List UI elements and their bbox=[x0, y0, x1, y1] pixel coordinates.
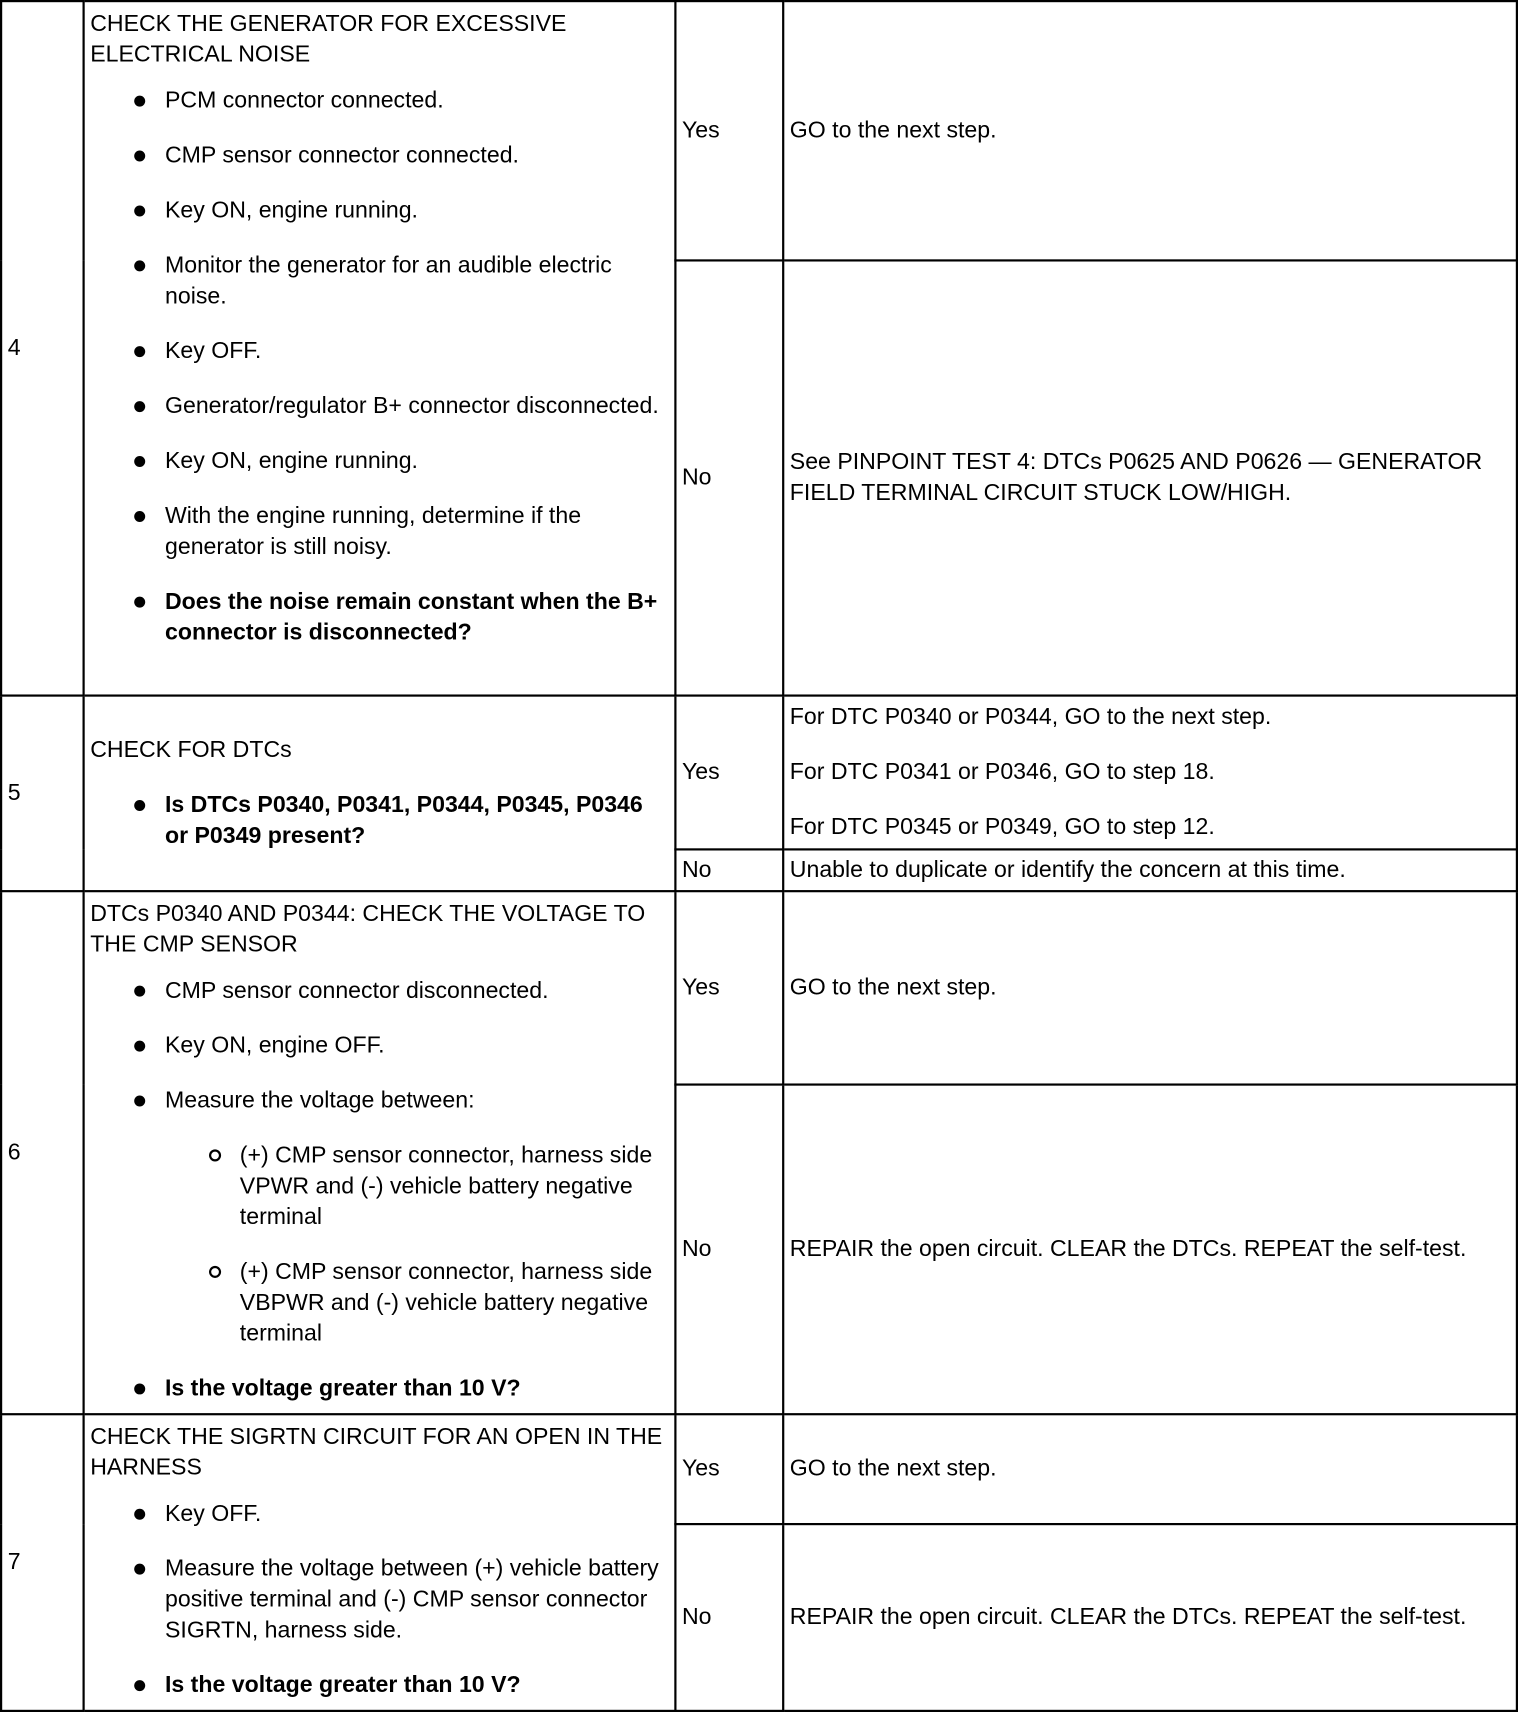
no-label: No bbox=[675, 260, 783, 695]
step-title: DTCs P0340 AND P0344: CHECK THE VOLTAGE TO THE CMP SENSOR bbox=[90, 901, 646, 958]
question-item: Is DTCs P0340, P0341, P0344, P0345, P0346 or P0349 present? bbox=[134, 790, 669, 852]
bullet-item: With the engine running, determine if the generator is still noisy. bbox=[134, 501, 669, 563]
step-number: 7 bbox=[1, 1414, 84, 1711]
bullet-item: Key OFF. bbox=[134, 336, 669, 367]
bullet-item: PCM connector connected. bbox=[134, 86, 669, 117]
step-6-yes-row bbox=[1, 891, 1517, 1084]
step-4-yes-row bbox=[1, 1, 1517, 260]
bullet-item: Key ON, engine running. bbox=[134, 196, 669, 227]
step-4-condition bbox=[84, 1, 676, 695]
bullet-item-with-subitems bbox=[134, 1086, 669, 1350]
bullet-item: Generator/regulator B+ connector disconnected. bbox=[134, 391, 669, 422]
step-4-bullet-list bbox=[90, 86, 669, 649]
sub-bullet-item: (+) CMP sensor connector, harness side VBPWR and (-) vehicle battery negative terminal bbox=[209, 1257, 669, 1349]
yes-label: Yes bbox=[675, 891, 783, 1084]
yes-actions bbox=[783, 696, 1517, 850]
sub-bullet-list bbox=[165, 1141, 669, 1350]
question-item: Is the voltage greater than 10 V? bbox=[134, 1374, 669, 1405]
step-7-yes-row bbox=[1, 1414, 1517, 1524]
step-5-yes-row bbox=[1, 696, 1517, 850]
bullet-item: CMP sensor connector connected. bbox=[134, 141, 669, 172]
bullet-item: Measure the voltage between (+) vehicle battery positive terminal and (-) CMP sensor connector SIGRTN, harness side. bbox=[134, 1554, 669, 1646]
step-number: 5 bbox=[1, 696, 84, 892]
step-title: CHECK THE GENERATOR FOR EXCESSIVE ELECTRICAL NOISE bbox=[90, 10, 567, 68]
yes-label: Yes bbox=[675, 1414, 783, 1524]
no-label: No bbox=[675, 1524, 783, 1711]
step-5-condition bbox=[84, 696, 676, 892]
step-7-bullet-list bbox=[90, 1499, 669, 1701]
step-title: CHECK THE SIGRTN CIRCUIT FOR AN OPEN IN THE HARNESS bbox=[90, 1424, 663, 1481]
yes-action-line: For DTC P0345 or P0349, GO to step 12. bbox=[789, 814, 1215, 840]
no-action: See PINPOINT TEST 4: DTCs P0625 AND P0626 — GENERATOR FIELD TERMINAL CIRCUIT STUCK LOW/HIGH. bbox=[783, 260, 1517, 695]
no-action: REPAIR the open circuit. CLEAR the DTCs. REPEAT the self-test. bbox=[783, 1524, 1517, 1711]
no-action: Unable to duplicate or identify the concern at this time. bbox=[783, 849, 1517, 891]
no-label: No bbox=[675, 1085, 783, 1415]
no-action: REPAIR the open circuit. CLEAR the DTCs. REPEAT the self-test. bbox=[783, 1085, 1517, 1415]
step-number: 4 bbox=[1, 1, 84, 695]
yes-action: GO to the next step. bbox=[783, 891, 1517, 1084]
bullet-text: Measure the voltage between: bbox=[165, 1087, 475, 1114]
yes-action-line: For DTC P0341 or P0346, GO to step 18. bbox=[789, 759, 1215, 785]
bullet-item: Key ON, engine OFF. bbox=[134, 1031, 669, 1062]
yes-label: Yes bbox=[675, 696, 783, 850]
step-5-bullet-list bbox=[90, 790, 669, 852]
sub-bullet-item: (+) CMP sensor connector, harness side VPWR and (-) vehicle battery negative terminal bbox=[209, 1141, 669, 1233]
question-item: Is the voltage greater than 10 V? bbox=[134, 1670, 669, 1701]
step-6-bullet-list bbox=[90, 976, 669, 1405]
yes-label: Yes bbox=[675, 1, 783, 260]
bullet-item: Monitor the generator for an audible electric noise. bbox=[134, 251, 669, 313]
step-6-condition bbox=[84, 891, 676, 1414]
no-label: No bbox=[675, 849, 783, 891]
step-number: 6 bbox=[1, 891, 84, 1414]
yes-action: GO to the next step. bbox=[783, 1, 1517, 260]
yes-action: GO to the next step. bbox=[783, 1414, 1517, 1524]
step-7-condition bbox=[84, 1414, 676, 1711]
yes-action-line: For DTC P0340 or P0344, GO to the next step. bbox=[789, 704, 1272, 730]
bullet-item: Key OFF. bbox=[134, 1499, 669, 1530]
bullet-item: CMP sensor connector disconnected. bbox=[134, 976, 669, 1007]
step-title: CHECK FOR DTCs bbox=[90, 737, 292, 763]
question-item: Does the noise remain constant when the B+ connector is disconnected? bbox=[134, 587, 669, 649]
bullet-item: Key ON, engine running. bbox=[134, 446, 669, 477]
